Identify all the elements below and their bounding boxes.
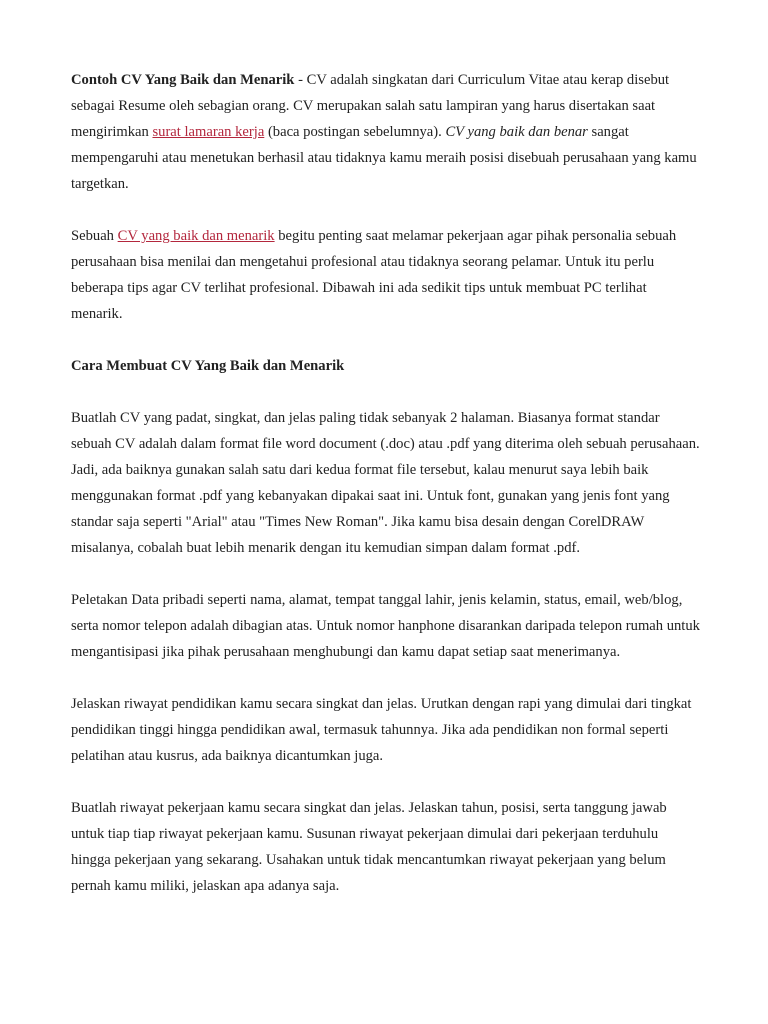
intro-paragraph (71, 67, 701, 197)
section-heading-text: Cara Membuat CV Yang Baik dan Menarik (71, 358, 345, 374)
section-heading (71, 353, 701, 379)
tip-paragraph-format: Buatlah CV yang padat, singkat, dan jelas paling tidak sebanyak 2 halaman. Biasanya format standar sebuah CV adalah dalam format file word document (.doc) atau .pdf yang diterima oleh sebuah perusahaan. Jadi, ada baiknya gunakan salah satu dari kedua format file tersebut, kalau menurut saya lebih baik menggunakan format .pdf yang kebanyakan dipakai saat ini. Untuk font, gunakan yang jenis font yang standar saja seperti "Arial" atau "Times New Roman". Jika kamu bisa desain dengan CorelDRAW misalanya, cobalah buat lebih menarik dengan itu kemudian simpan dalam format .pdf. (71, 410, 700, 556)
article-title: Contoh CV Yang Baik dan Menarik (71, 72, 295, 88)
tip-paragraph-pekerjaan: Buatlah riwayat pekerjaan kamu secara singkat dan jelas. Jelaskan tahun, posisi, serta tanggung jawab untuk tiap tiap riwayat pekerjaan kamu. Susunan riwayat pekerjaan dimulai dari pekerjaan terduhulu hingga pekerjaan yang sekarang. Usahakan untuk tidak mencantumkan riwayat pekerjaan yang belum pernah kamu miliki, jelaskan apa adanya saja. (71, 800, 667, 894)
article-body (71, 67, 701, 925)
surat-lamaran-link[interactable]: surat lamaran kerja (152, 124, 265, 140)
second-paragraph (71, 223, 701, 327)
cv-baik-link[interactable]: CV yang baik dan menarik (117, 228, 275, 244)
intro-italic: CV yang baik dan benar (445, 124, 588, 140)
para2-text-1: Sebuah (71, 228, 118, 244)
intro-text-1: - CV adalah singkatan dari Curriculum Vitae atau kerap disebut sebagai Resume oleh sebagian orang. CV merupakan salah satu lampiran yang harus disertakan saat mengirimkan (71, 72, 670, 140)
tip-paragraph-data-pribadi: Peletakan Data pribadi seperti nama, alamat, tempat tanggal lahir, jenis kelamin, status, email, web/blog, serta nomor telepon adalah dibagian atas. Untuk nomor hanphone disarankan daripada telepon rumah untuk mengantisipasi jika pihak perusahaan menghubungi dan kamu dapat setiap saat menerimanya. (71, 592, 700, 660)
para2-text-2: begitu penting saat melamar pekerjaan agar pihak personalia sebuah perusahaan bisa menilai dan mengetahui profesional atau tidaknya seorang pelamar. Untuk itu perlu beberapa tips agar CV terlihat profesional. Dibawah ini ada sedikit tips untuk membuat PC terlihat menarik. (71, 228, 677, 322)
intro-text-2: (baca postingan sebelumnya). (264, 124, 446, 140)
intro-text-3: sangat mempengaruhi atau menetukan berhasil atau tidaknya kamu meraih posisi disebuah perusahaan yang kamu targetkan. (71, 124, 697, 192)
tip-paragraph-pendidikan: Jelaskan riwayat pendidikan kamu secara singkat dan jelas. Urutkan dengan rapi yang dimulai dari tingkat pendidikan tinggi hingga pendidikan awal, termasuk tahunnya. Jika ada pendidikan non formal seperti pelatihan atau kusrus, ada baiknya dicantumkan juga. (71, 696, 692, 764)
